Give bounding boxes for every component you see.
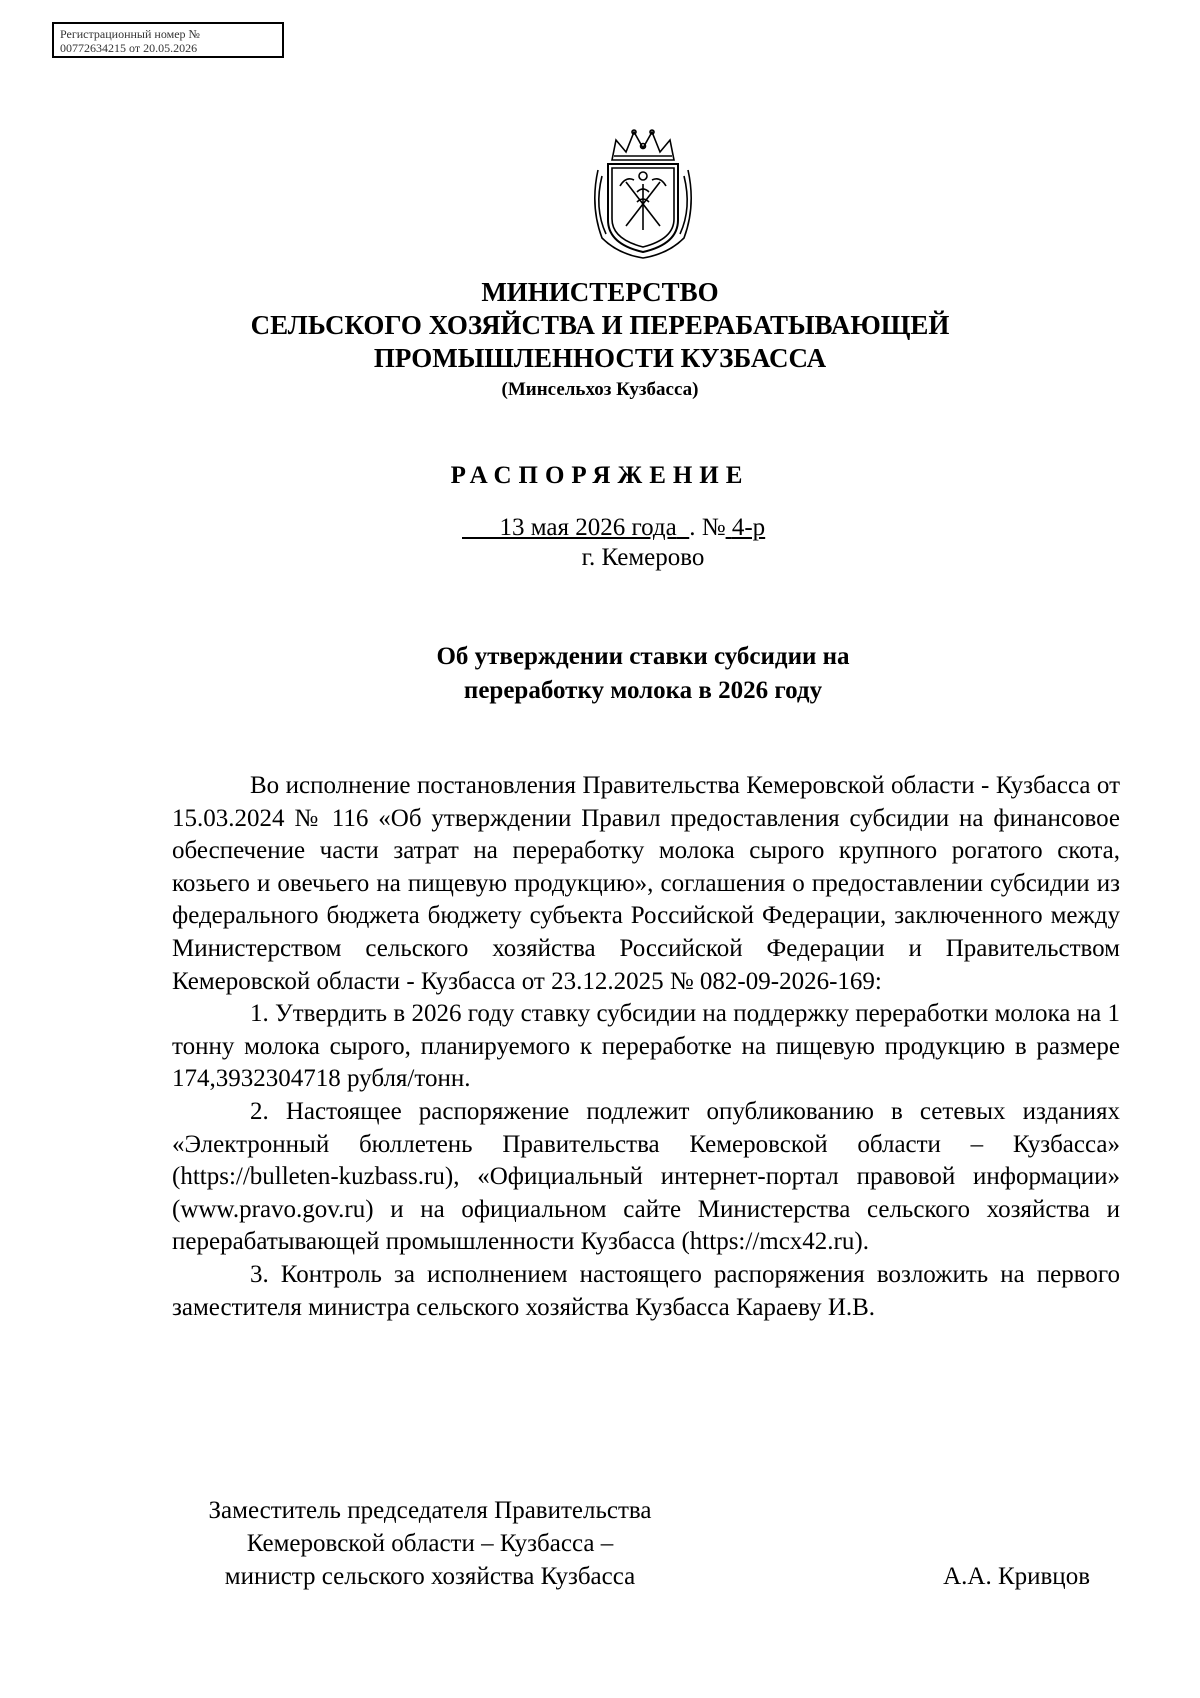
org-name-line3: ПРОМЫШЛЕННОСТИ КУЗБАССА	[373, 343, 827, 373]
date-number-line	[462, 512, 765, 544]
kuzbass-coat-of-arms-icon	[588, 126, 698, 260]
signature-block	[170, 1494, 1090, 1593]
subject-line2: переработку молока в 2026 году	[463, 677, 823, 704]
signatory-position-line2: Кемеровской области – Кузбасса –	[246, 1530, 614, 1557]
org-short-name: (Минсельхоз Кузбасса)	[501, 379, 699, 400]
document-date: 13 мая 2026 года	[499, 514, 677, 541]
body-item-3: 3. Контроль за исполнением настоящего распоряжения возложить на первого заместителя министра сельского хозяйства Кузбасса Караеву И.В.	[172, 1260, 1120, 1321]
body-item-2: 2. Настоящее распоряжение подлежит опубликованию в сетевых изданиях «Электронный бюллетень Правительства Кемеровской области – Кузбасса» (https://bulleten-kuzbass.ru), «Официальный интернет-портал правовой информации» (www.pravo.gov.ru) и на официальном сайте Министерства сельского хозяйства и перерабатывающей промышленности Кузбасса (https://mcx42.ru).	[172, 1097, 1120, 1256]
signatory-name: А.А. Кривцов	[943, 1563, 1090, 1590]
registration-stamp	[52, 22, 284, 58]
body-item-1: 1. Утвердить в 2026 году ставку субсидии на поддержку переработки молока на 1 тонну молока сырого, планируемого к переработке на пищевую продукцию в размере 174,3932304718 рубля/тонн.	[172, 1000, 1120, 1093]
body-intro-paragraph: Во исполнение постановления Правительства Кемеровской области - Кузбасса от 15.03.2024 № 116 «Об утверждении Правил предоставления субсидии на финансовое обеспечение части затрат на переработку молока сырого крупного рогатого скота, козьего и овечьего на пищевую продукцию», соглашения о предоставлении субсидии из федерального бюджета бюджету субъекта Российской Федерации, заключенного между Министерством сельского хозяйства Российской Федерации и Правительством Кемеровской области - Кузбасса от 23.12.2025 № 082-09-2026-169:	[172, 772, 1120, 995]
org-name-line1: МИНИСТЕРСТВО	[481, 277, 719, 307]
registration-stamp-line1: Регистрационный номер №	[60, 27, 200, 41]
document-type: РАСПОРЯЖЕНИЕ	[450, 462, 750, 489]
registration-stamp-line2: 00772634215 от 20.05.2026	[60, 41, 198, 55]
document-number: 4-р	[731, 514, 766, 541]
document-subject	[0, 640, 1200, 708]
document-city: г. Кемерово	[581, 544, 705, 571]
organization-header	[0, 276, 1200, 403]
signatory-position-line3: министр сельского хозяйства Кузбасса	[224, 1563, 636, 1590]
document-number-label: . №	[689, 514, 726, 541]
subject-line1: Об утверждении ставки субсидии на	[436, 643, 850, 670]
document-body	[172, 770, 1120, 1324]
org-name-line2: СЕЛЬСКОГО ХОЗЯЙСТВА И ПЕРЕРАБАТЫВАЮЩЕЙ	[250, 310, 950, 340]
signatory-position-line1: Заместитель председателя Правительства	[208, 1497, 652, 1524]
signatory-position	[170, 1494, 690, 1593]
